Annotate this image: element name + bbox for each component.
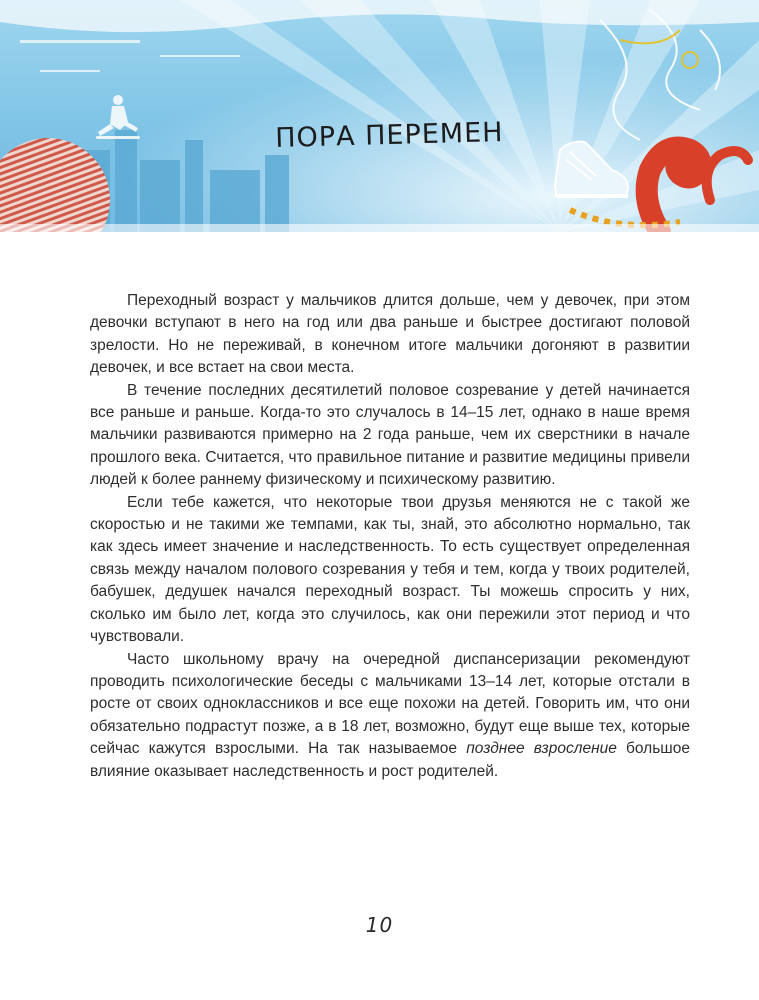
paragraph-4-emphasis: позднее взросление [466,740,617,758]
paragraph-4-start: Часто школьному врачу на очередной диспансеризации рекомендуют проводить психологические беседы с мальчиками 13–14 лет, которые отстали в росте от своих одноклассников и все еще похожи на детей. Говорить им, что они обязательно подрастут позже, а в 18 лет, возможно, будут еще выше тех, которые сейчас кажутся взрослыми. На так называемое [90,650,690,758]
chapter-title-text: ПОРА ПЕРЕМЕН [274,117,504,154]
paragraph-4 [90,649,690,783]
page-number: 10 [365,913,394,937]
article-body [90,290,690,783]
paragraph-1: Переходный возраст у мальчиков длится дольше, чем у девочек, при этом девочки вступают в него на год или два раньше и быстрее достигают половой зрелости. Но не переживай, в конечном итоге мальчики догоняют в развитии девочек, и все встает на свои места. [90,292,690,377]
paragraph-2: В течение последних десятилетий половое созревание у детей начинается все раньше и раньше. Когда-то это случалось в 14–15 лет, однако в наше время мальчики развиваются примерно на 2 года раньше, чем их сверстники в начале прошлого века. Считается, что правильное питание и развитие медицины привели людей к более раннему физическому и психическому развитию. [90,381,690,489]
paragraph-4-end: большое влияние оказывает наследственность и рост родителей. [90,740,690,780]
paragraph-3: Если тебе кажется, что некоторые твои друзья меняются не с такой же скоростью и не такими же темпами, как ты, знай, это абсолютно нормально, так как здесь имеет значение и наследственность. То есть существует определенная связь между началом полового созревания у тебя и тем, когда у твоих родителей, бабушек, дедушек начался переходный возраст. Ты можешь спросить у них, сколько им было лет, когда это случилось, как они пережили этот период и что чувствовали. [90,493,690,646]
header-banner [0,0,759,232]
